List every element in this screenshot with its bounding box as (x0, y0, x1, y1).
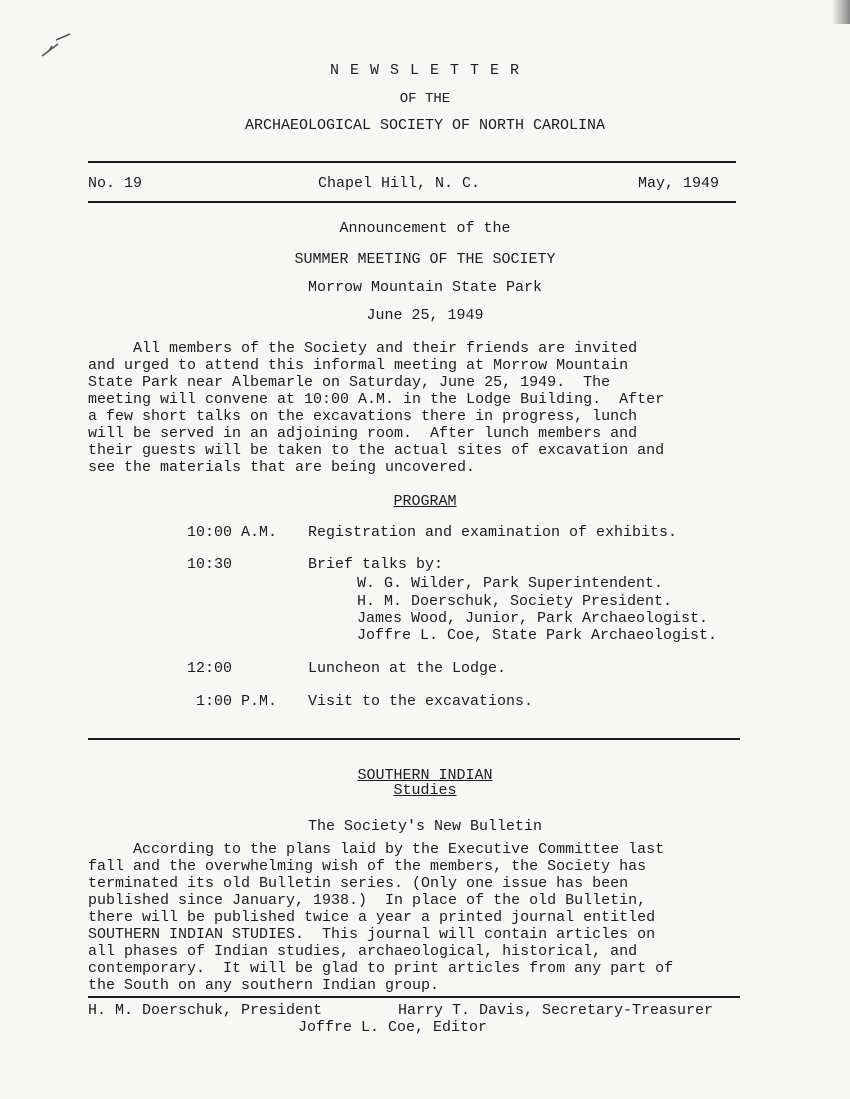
announcement-intro: Announcement of the (339, 220, 511, 237)
bulletin-heading: SOUTHERN INDIAN (357, 767, 493, 784)
program-description: Luncheon at the Lodge. (308, 660, 507, 677)
paragraph-line: published since January, 1938.) In place of the old Bulletin, (88, 892, 647, 909)
header-top-rule (88, 161, 736, 163)
issue-number: No. 19 (88, 175, 143, 192)
program-time: 1:00 P.M. (187, 693, 278, 710)
paragraph-line: fall and the overwhelming wish of the members, the Society has (88, 858, 647, 875)
paragraph-line: All members of the Society and their friends are invited (88, 340, 638, 357)
paragraph-line: and urged to attend this informal meeting at Morrow Mountain (88, 357, 629, 374)
bulletin-paragraph (88, 841, 748, 994)
paragraph-line: a few short talks on the excavations there in progress, lunch (88, 408, 638, 425)
announcement-location: Morrow Mountain State Park (307, 279, 543, 296)
program-description: Brief talks by: (308, 556, 444, 573)
program-description: Registration and examination of exhibits. (308, 524, 678, 541)
bulletin-heading-studies: Studies (393, 782, 457, 799)
publication-date: May, 1949 (638, 175, 720, 192)
program-heading: PROGRAM (393, 493, 457, 510)
speaker-item: Joffre L. Coe, State Park Archaeologist. (357, 627, 718, 644)
paragraph-line: their guests will be taken to the actual sites of excavation and (88, 442, 665, 459)
header-bottom-rule (88, 201, 736, 203)
paragraph-line: will be served in an adjoining room. After lunch members and (88, 425, 638, 442)
paragraph-line: State Park near Albemarle on Saturday, June 25, 1949. The (88, 374, 611, 391)
announcement-meeting-title: SUMMER MEETING OF THE SOCIETY (294, 251, 556, 268)
paragraph-line: there will be published twice a year a printed journal entitled (88, 909, 656, 926)
bulletin-subheading: The Society's New Bulletin (307, 818, 543, 835)
paragraph-line: contemporary. It will be glad to print articles from any part of (88, 960, 674, 977)
program-time: 10:00 A.M. (187, 524, 278, 541)
pencil-mark-icon (38, 32, 74, 60)
program-description: Visit to the excavations. (308, 693, 534, 710)
speaker-item: H. M. Doerschuk, Society President. (357, 593, 673, 610)
newsletter-title: N E W S L E T T E R (329, 62, 521, 79)
footer-editor: Joffre L. Coe, Editor (298, 1019, 488, 1036)
announcement-paragraph (88, 340, 748, 476)
paragraph-line: see the materials that are being uncovered. (88, 459, 476, 476)
publication-place: Chapel Hill, N. C. (318, 175, 481, 192)
paragraph-line: terminated its old Bulletin series. (Only one issue has been (88, 875, 629, 892)
announcement-date: June 25, 1949 (366, 307, 484, 324)
footer-rule (88, 996, 740, 998)
paragraph-line: meeting will convene at 10:00 A.M. in the Lodge Building. After (88, 391, 665, 408)
program-time: 12:00 (187, 660, 233, 677)
paragraph-line: all phases of Indian studies, archaeological, historical, and (88, 943, 638, 960)
scan-edge-shadow (832, 0, 850, 24)
program-time: 10:30 (187, 556, 233, 573)
section-divider-rule (88, 738, 740, 740)
footer-president: H. M. Doerschuk, President (88, 1002, 323, 1019)
society-name: ARCHAEOLOGICAL SOCIETY OF NORTH CAROLINA (244, 117, 606, 134)
paragraph-line: the South on any southern Indian group. (88, 977, 440, 994)
speaker-item: W. G. Wilder, Park Superintendent. (357, 575, 664, 592)
newsletter-subtitle-of-the: OF THE (399, 91, 451, 107)
paragraph-line: SOUTHERN INDIAN STUDIES. This journal will contain articles on (88, 926, 656, 943)
footer-secretary: Harry T. Davis, Secretary-Treasurer (398, 1002, 714, 1019)
paragraph-line: According to the plans laid by the Executive Committee last (88, 841, 665, 858)
speaker-item: James Wood, Junior, Park Archaeologist. (357, 610, 709, 627)
